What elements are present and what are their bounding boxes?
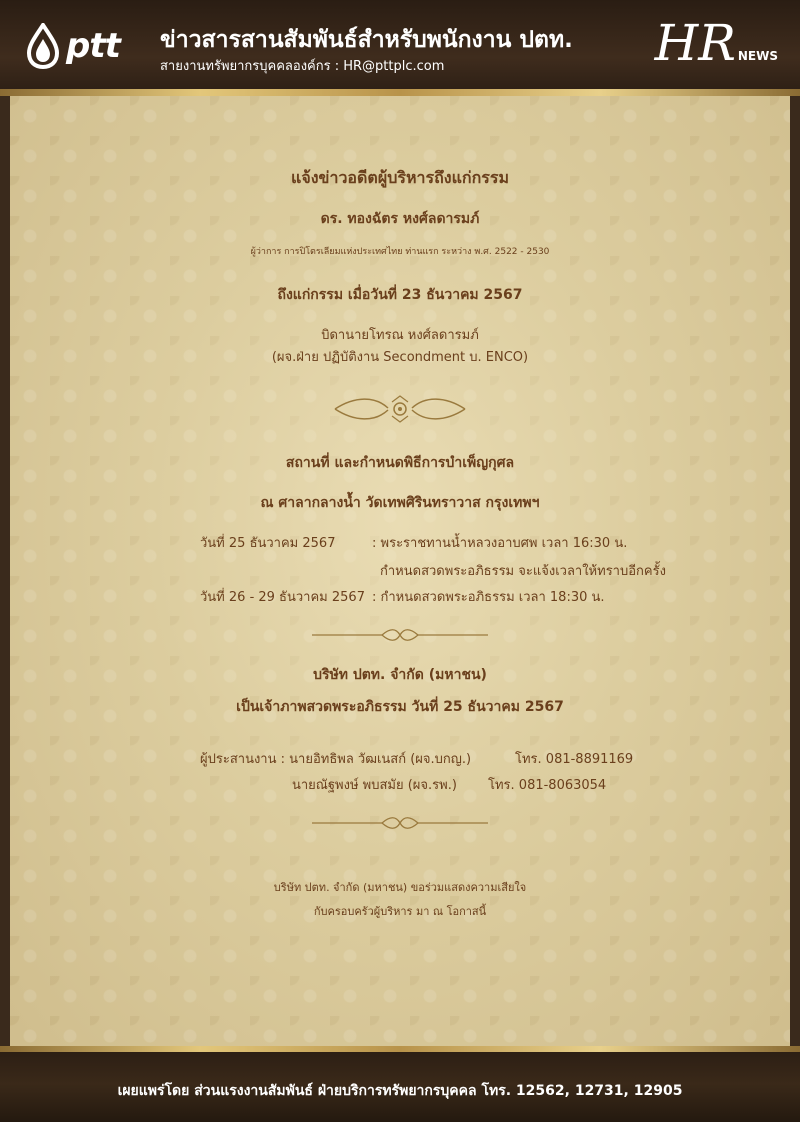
hr-badge-main: HR	[654, 14, 736, 72]
ptt-flame-icon	[26, 23, 60, 69]
deceased-position: ผู้ว่าการ การปิโตรเลียมแห่งประเทศไทย ท่านแรก ระหว่าง พ.ศ. 2522 - 2530	[250, 247, 550, 257]
host-line: เป็นเจ้าภาพสวดพระอภิธรรม วันที่ 25 ธันวาคม 2567	[236, 699, 564, 715]
host-company: บริษัท ปตท. จำกัด (มหาชน)	[313, 667, 487, 683]
contact-phone: โทร. 081-8063054	[488, 778, 607, 793]
ceremony-venue: ณ ศาลากลางน้ำ วัดเทพศิรินทราวาส กรุงเทพฯ	[260, 495, 540, 511]
header-subtitle: สายงานทรัพยากรบุคคลองค์กร : HR@pttplc.com	[160, 59, 445, 74]
schedule-date: วันที่ 25 ธันวาคม 2567	[200, 536, 336, 551]
ptt-logo	[26, 22, 120, 70]
newsletter-footer	[0, 1046, 800, 1122]
ornament-divider	[10, 626, 790, 644]
ornament-divider	[10, 814, 790, 832]
schedule-detail: : กำหนดสวดพระอภิธรรม เวลา 18:30 น.	[372, 590, 605, 605]
schedule-detail: กำหนดสวดพระอภิธรรม จะแจ้งเวลาให้ทราบอีกครั้ง	[380, 564, 666, 579]
hr-news-badge	[654, 14, 778, 72]
schedule-detail: : พระราชทานน้ำหลวงอาบศพ เวลา 16:30 น.	[372, 536, 628, 551]
contact-phone: โทร. 081-8891169	[515, 752, 634, 767]
relation-detail: (ผจ.ฝ่าย ปฏิบัติงาน Secondment บ. ENCO)	[271, 350, 529, 365]
hr-badge-sub: NEWS	[737, 49, 778, 63]
ceremony-heading: สถานที่ และกำหนดพิธีการบำเพ็ญกุศล	[285, 455, 515, 471]
contact-name: ผู้ประสานงาน : นายอิทธิพล วัฒเนสก์ (ผจ.บกญ.)	[200, 752, 472, 767]
header-gold-border	[0, 89, 800, 96]
notice-body	[10, 96, 790, 1046]
schedule-date: วันที่ 26 - 29 ธันวาคม 2567	[200, 590, 365, 605]
ornament-divider	[10, 394, 790, 424]
relation-line: บิดานายโทรณ หงศ์ลดารมภ์	[321, 328, 479, 343]
condolence-line: บริษัท ปตท. จำกัด (มหาชน) ขอร่วมแสดงความเสียใจ	[273, 881, 527, 894]
passed-date: ถึงแก่กรรม เมื่อวันที่ 23 ธันวาคม 2567	[277, 287, 523, 303]
scroll-ornament-icon	[310, 814, 490, 832]
notice-heading: แจ้งข่าวอดีตผู้บริหารถึงแก่กรรม	[291, 168, 509, 187]
deceased-name: ดร. ทองฉัตร หงศ์ลดารมภ์	[320, 211, 480, 227]
footer-text: เผยแพร่โดย ส่วนแรงงานสัมพันธ์ ฝ่ายบริการทรัพยากรบุคคล โทร. 12562, 12731, 12905	[117, 1083, 683, 1099]
header-title: ข่าวสารสานสัมพันธ์สำหรับพนักงาน ปตท.	[160, 27, 573, 53]
footer-gold-border	[0, 1046, 800, 1052]
contact-name: นายณัฐพงษ์ พบสมัย (ผจ.รพ.)	[292, 778, 457, 793]
ptt-logo-text: ptt	[66, 26, 120, 66]
newsletter-header	[0, 0, 800, 96]
scroll-ornament-icon	[310, 626, 490, 644]
condolence-line: กับครอบครัวผู้บริหาร มา ณ โอกาสนี้	[313, 905, 487, 918]
floral-ornament-icon	[330, 394, 470, 424]
